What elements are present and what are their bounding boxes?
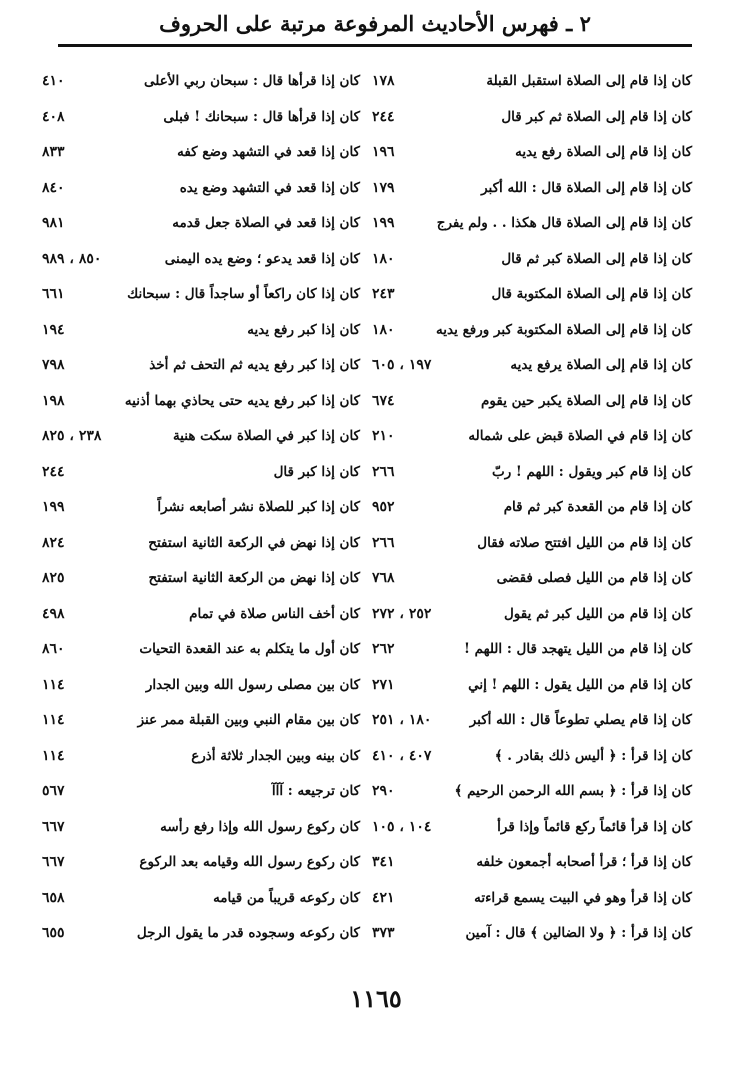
index-entry <box>42 881 360 917</box>
hadith-incipit: كان إذا قام من الليل يقول : اللهم ! إني <box>468 676 692 693</box>
index-entry <box>372 313 692 349</box>
hadith-incipit: كان إذا قعد في الصلاة جعل قدمه <box>172 215 360 231</box>
hadith-reference-number: ٦٥٥ <box>42 925 65 941</box>
hadith-reference-number: ٤١٠ <box>42 73 65 89</box>
hadith-incipit: كان بين مصلى رسول الله وبين الجدار <box>145 676 360 693</box>
index-column-left <box>42 64 360 952</box>
hadith-reference-number: ٤٩٨ <box>42 605 65 622</box>
hadith-incipit: كان ركوع رسول الله وإذا رفع رأسه <box>160 818 360 835</box>
hadith-reference-number: ٦٦١ <box>42 286 65 302</box>
index-entry <box>42 64 360 100</box>
hadith-incipit: كان إذا قرأ ؛ قرأ أصحابه أجمعون خلفه <box>476 854 692 870</box>
index-entry <box>372 64 692 100</box>
index-entry <box>372 526 692 562</box>
hadith-incipit: كان إذا قعد في التشهد وضع يده <box>179 179 360 196</box>
index-column-right <box>372 64 692 952</box>
hadith-reference-number: ٢٦٦ <box>372 463 395 480</box>
hadith-reference-number: ١٩٧ ، ٦٠٥ <box>372 357 432 373</box>
hadith-reference-number: ١٨٠ ، ٢٥١ <box>372 712 432 728</box>
hadith-incipit: كان إذا قام إلى الصلاة كبر ثم قال <box>501 250 692 267</box>
index-entry <box>42 561 360 597</box>
hadith-reference-number: ٢٩٠ <box>372 783 395 799</box>
hadith-reference-number: ٦٧٤ <box>372 392 395 409</box>
hadith-reference-number: ٨٢٤ <box>42 534 65 551</box>
index-entry <box>42 135 360 171</box>
hadith-reference-number: ١٨٠ <box>372 250 395 267</box>
hadith-reference-number: ٤٠٧ ، ٤١٠ <box>372 747 432 764</box>
hadith-incipit: كان إذا كبر رفع يديه ثم التحف ثم أخذ <box>149 357 360 373</box>
hadith-incipit: كان إذا قعد يدعو ؛ وضع يده اليمنى <box>164 250 360 267</box>
hadith-incipit: كان إذا كبر قال <box>273 463 360 480</box>
hadith-incipit: كان إذا قام إلى الصلاة قال هكذا . . ولم يفرج <box>436 215 692 231</box>
hadith-reference-number: ٩٥٢ <box>372 499 395 515</box>
hadith-incipit: كان ترجيعه : آآآ <box>271 783 360 799</box>
index-entry <box>372 668 692 704</box>
hadith-incipit: كان إذا قرأ : ﴿ أليس ذلك بقادر . ﴾ <box>494 747 692 764</box>
hadith-reference-number: ٨٥٠ ، ٩٨٩ <box>42 250 102 267</box>
header-divider <box>58 44 692 47</box>
index-entry <box>372 597 692 633</box>
index-entry <box>42 384 360 420</box>
hadith-incipit: كان إذا قام من القعدة كبر ثم قام <box>503 499 692 515</box>
index-entry <box>372 419 692 455</box>
index-entry <box>372 100 692 136</box>
index-entry <box>372 774 692 810</box>
hadith-reference-number: ١٩٨ <box>42 392 65 409</box>
hadith-reference-number: ١٧٨ <box>372 73 395 89</box>
hadith-reference-number: ٢٥٢ ، ٢٧٢ <box>372 605 432 622</box>
hadith-incipit: كان إذا قرأ : ﴿ ولا الضالين ﴾ قال : آمين <box>465 925 692 941</box>
hadith-incipit: كان أول ما يتكلم به عند القعدة التحيات <box>139 641 360 657</box>
index-entry <box>42 597 360 633</box>
hadith-incipit: كان ركوع رسول الله وقيامه بعد الركوع <box>139 854 360 870</box>
hadith-incipit: كان ركوعه قريباً من قيامه <box>213 889 360 906</box>
hadith-reference-number: ٨٦٠ <box>42 641 65 657</box>
index-entry <box>42 171 360 207</box>
hadith-incipit: كان إذا قام كبر ويقول : اللهم ! ربّ <box>491 463 692 480</box>
hadith-reference-number: ٨٢٥ <box>42 570 65 586</box>
hadith-incipit: كان إذا قام إلى الصلاة استقبل القبلة <box>486 73 692 89</box>
hadith-reference-number: ٧٩٨ <box>42 357 65 373</box>
index-entry <box>372 135 692 171</box>
hadith-incipit: كان إذا قام في الصلاة قبض على شماله <box>468 428 692 444</box>
index-entry <box>42 668 360 704</box>
index-entry <box>42 100 360 136</box>
hadith-incipit: كان إذا كبر رفع يديه حتى يحاذي بهما أذنيه <box>124 392 360 409</box>
hadith-reference-number: ٦٥٨ <box>42 889 65 906</box>
index-entry <box>42 845 360 881</box>
hadith-incipit: كان إذا قام إلى الصلاة المكتوبة قال <box>491 286 692 302</box>
hadith-reference-number: ٤٠٨ <box>42 108 65 125</box>
index-entry <box>42 348 360 384</box>
hadith-reference-number: ١٩٩ <box>42 499 65 515</box>
hadith-reference-number: ٥٦٧ <box>42 783 65 799</box>
hadith-reference-number: ١٩٩ <box>372 215 395 231</box>
hadith-incipit: كان إذا كبر رفع يديه <box>247 321 360 338</box>
hadith-reference-number: ٦٦٧ <box>42 818 65 835</box>
index-entry <box>42 206 360 242</box>
index-entry <box>42 242 360 278</box>
hadith-reference-number: ٢٦٢ <box>372 641 395 657</box>
hadith-reference-number: ٤٢١ <box>372 889 395 906</box>
index-entry <box>372 632 692 668</box>
hadith-reference-number: ٢٤٤ <box>372 108 395 125</box>
index-entry <box>372 703 692 739</box>
index-entry <box>372 455 692 491</box>
index-entry <box>372 916 692 952</box>
index-entry <box>42 313 360 349</box>
hadith-reference-number: ٨٣٣ <box>42 144 65 160</box>
index-entry <box>372 739 692 775</box>
hadith-incipit: كان إذا قرأ قائماً ركع قائماً وإذا قرأ <box>497 818 692 835</box>
index-entry <box>372 242 692 278</box>
index-entry <box>42 455 360 491</box>
hadith-reference-number: ٣٧٣ <box>372 925 395 941</box>
index-entry <box>372 277 692 313</box>
hadith-incipit: كان إذا كان راكعاً أو ساجداً قال : سبحانك <box>127 286 360 302</box>
index-entry <box>372 845 692 881</box>
hadith-incipit: كان إذا قام من الليل كبر ثم يقول <box>504 605 692 622</box>
index-entry <box>42 703 360 739</box>
hadith-reference-number: ٧٦٨ <box>372 570 395 586</box>
page-number: ١١٦٥ <box>350 984 402 1013</box>
hadith-reference-number: ٩٨١ <box>42 215 65 231</box>
hadith-reference-number: ١٨٠ <box>372 321 395 338</box>
index-entry <box>42 916 360 952</box>
hadith-reference-number: ٢٤٤ <box>42 463 65 480</box>
hadith-incipit: كان ركوعه وسجوده قدر ما يقول الرجل <box>136 925 360 941</box>
hadith-incipit: كان إذا قرأها قال : سبحان ربي الأعلى <box>144 73 360 89</box>
hadith-incipit: كان إذا قام من الليل فصلى فقضى <box>496 570 692 586</box>
hadith-incipit: كان إذا قام إلى الصلاة قال : الله أكبر <box>481 179 692 196</box>
hadith-incipit: كان إذا قام إلى الصلاة رفع يديه <box>515 144 692 160</box>
index-entry <box>372 348 692 384</box>
hadith-reference-number: ١٩٤ <box>42 321 65 338</box>
hadith-incipit: كان إذا نهض من الركعة الثانية استفتح <box>148 570 360 586</box>
hadith-reference-number: ٢٦٦ <box>372 534 395 551</box>
hadith-reference-number: ٨٤٠ <box>42 179 65 196</box>
hadith-reference-number: ٢١٠ <box>372 428 395 444</box>
hadith-incipit: كان إذا قام من الليل افتتح صلاته فقال <box>477 534 692 551</box>
index-entry <box>372 206 692 242</box>
index-entry <box>42 774 360 810</box>
hadith-incipit: كان بينه وبين الجدار ثلاثة أذرع <box>191 747 360 764</box>
index-entry <box>42 810 360 846</box>
hadith-incipit: كان إذا قعد في التشهد وضع كفه <box>177 144 360 160</box>
index-entry <box>42 526 360 562</box>
hadith-incipit: كان إذا قرأها قال : سبحانك ! فبلى <box>163 108 360 125</box>
hadith-incipit: كان إذا نهض في الركعة الثانية استفتح <box>148 534 360 551</box>
hadith-incipit: كان بين مقام النبي وبين القبلة ممر عنز <box>137 712 360 728</box>
index-entry <box>372 561 692 597</box>
index-entry <box>372 881 692 917</box>
hadith-incipit: كان إذا قام من الليل يتهجد قال : اللهم ! <box>463 641 692 657</box>
hadith-reference-number: ١١٤ <box>42 747 65 764</box>
hadith-incipit: كان إذا قام إلى الصلاة ثم كبر قال <box>501 108 692 125</box>
hadith-incipit: كان إذا كبر في الصلاة سكت هنية <box>172 428 360 444</box>
hadith-reference-number: ١٠٤ ، ١٠٥ <box>372 818 432 835</box>
hadith-reference-number: ٣٤١ <box>372 854 395 870</box>
hadith-reference-number: ١٧٩ <box>372 179 395 196</box>
index-entry <box>42 419 360 455</box>
hadith-incipit: كان إذا قام إلى الصلاة المكتوبة كبر ورفع يديه <box>436 321 692 338</box>
hadith-reference-number: ١٩٦ <box>372 144 395 160</box>
hadith-incipit: كان إذا قام يصلي تطوعاً قال : الله أكبر <box>469 712 692 728</box>
index-entry <box>372 490 692 526</box>
hadith-incipit: كان إذا قام إلى الصلاة يكبر حين يقوم <box>481 392 692 409</box>
hadith-reference-number: ٢٧١ <box>372 676 395 693</box>
hadith-reference-number: ١١٤ <box>42 712 65 728</box>
hadith-incipit: كان أخف الناس صلاة في تمام <box>189 605 360 622</box>
hadith-reference-number: ٦٦٧ <box>42 854 65 870</box>
hadith-incipit: كان إذا كبر للصلاة نشر أصابعه نشراً <box>157 499 360 515</box>
index-entry <box>42 277 360 313</box>
index-entry <box>42 632 360 668</box>
index-entry <box>42 739 360 775</box>
index-entry <box>372 384 692 420</box>
page-title: ٢ ـ فهرس الأحاديث المرفوعة مرتبة على الحروف <box>159 11 591 36</box>
hadith-reference-number: ٢٤٣ <box>372 286 395 302</box>
hadith-incipit: كان إذا قرأ : ﴿ بسم الله الرحمن الرحيم ﴾ <box>454 783 692 799</box>
hadith-incipit: كان إذا قام إلى الصلاة يرفع يديه <box>510 357 692 373</box>
hadith-reference-number: ١١٤ <box>42 676 65 693</box>
hadith-incipit: كان إذا قرأ وهو في البيت يسمع قراءته <box>474 889 692 906</box>
index-entry <box>372 810 692 846</box>
hadith-reference-number: ٢٣٨ ، ٨٢٥ <box>42 428 102 444</box>
index-entry <box>42 490 360 526</box>
index-entry <box>372 171 692 207</box>
